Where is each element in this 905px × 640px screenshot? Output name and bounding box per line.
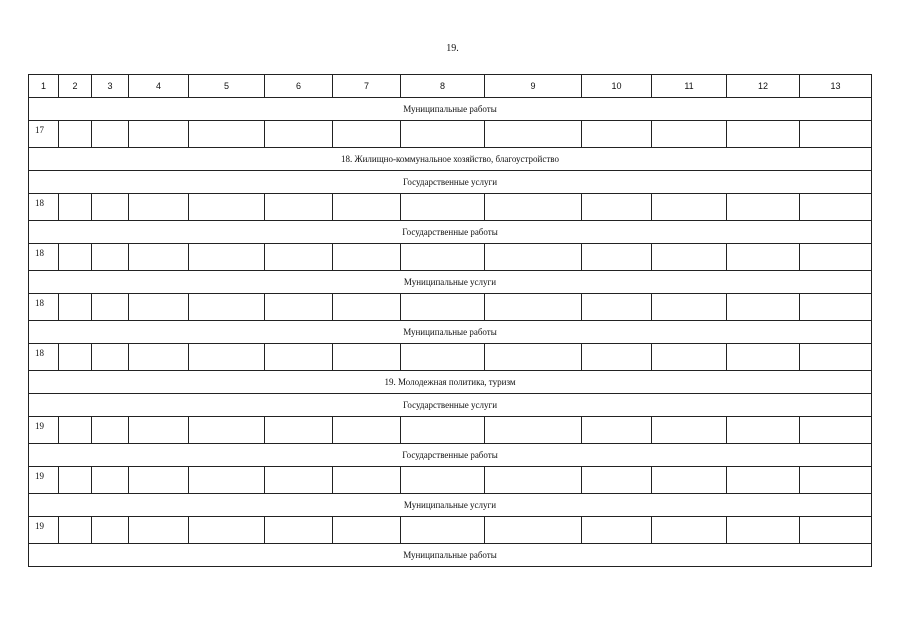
empty-cell: [485, 121, 582, 148]
section-row: [29, 171, 872, 194]
empty-cell: [189, 244, 265, 271]
empty-cell: [59, 194, 92, 221]
empty-cell: [92, 517, 129, 544]
empty-cell: [652, 121, 727, 148]
table-row: [29, 467, 872, 494]
section-row: [29, 371, 872, 394]
empty-cell: [333, 194, 401, 221]
column-header: 9: [485, 75, 582, 98]
row-number-cell: 18: [29, 344, 59, 371]
column-header: 4: [129, 75, 189, 98]
section-title: Государственные работы: [29, 444, 872, 467]
table-row: [29, 194, 872, 221]
section-title: Государственные работы: [29, 221, 872, 244]
empty-cell: [727, 294, 800, 321]
empty-cell: [652, 344, 727, 371]
empty-cell: [92, 121, 129, 148]
empty-cell: [129, 194, 189, 221]
empty-cell: [92, 344, 129, 371]
empty-cell: [92, 294, 129, 321]
empty-cell: [265, 467, 333, 494]
column-header: 2: [59, 75, 92, 98]
section-title: Государственные услуги: [29, 171, 872, 194]
row-number-cell: 18: [29, 294, 59, 321]
empty-cell: [401, 467, 485, 494]
section-row: [29, 544, 872, 567]
empty-cell: [727, 194, 800, 221]
empty-cell: [129, 294, 189, 321]
empty-cell: [582, 517, 652, 544]
empty-cell: [727, 467, 800, 494]
empty-cell: [727, 417, 800, 444]
column-header: 11: [652, 75, 727, 98]
empty-cell: [129, 467, 189, 494]
section-title: Муниципальные работы: [29, 544, 872, 567]
empty-cell: [129, 121, 189, 148]
empty-cell: [485, 194, 582, 221]
empty-cell: [333, 294, 401, 321]
empty-cell: [582, 244, 652, 271]
empty-cell: [189, 121, 265, 148]
empty-cell: [189, 194, 265, 221]
empty-cell: [652, 517, 727, 544]
section-row: [29, 444, 872, 467]
empty-cell: [582, 194, 652, 221]
empty-cell: [59, 417, 92, 444]
empty-cell: [727, 244, 800, 271]
row-number-cell: 19: [29, 517, 59, 544]
section-row: [29, 321, 872, 344]
section-row: [29, 148, 872, 171]
empty-cell: [333, 417, 401, 444]
empty-cell: [485, 517, 582, 544]
section-row: [29, 494, 872, 517]
empty-cell: [265, 194, 333, 221]
table-row: [29, 517, 872, 544]
empty-cell: [485, 294, 582, 321]
empty-cell: [582, 121, 652, 148]
empty-cell: [652, 194, 727, 221]
column-header: 5: [189, 75, 265, 98]
empty-cell: [401, 344, 485, 371]
column-header: 3: [92, 75, 129, 98]
empty-cell: [129, 344, 189, 371]
empty-cell: [582, 294, 652, 321]
empty-cell: [652, 294, 727, 321]
empty-cell: [189, 467, 265, 494]
empty-cell: [265, 244, 333, 271]
row-number-cell: 18: [29, 194, 59, 221]
empty-cell: [800, 121, 872, 148]
row-number-cell: 19: [29, 417, 59, 444]
empty-cell: [485, 244, 582, 271]
empty-cell: [652, 417, 727, 444]
section-title: Муниципальные услуги: [29, 271, 872, 294]
section-title: 19. Молодежная политика, туризм: [29, 371, 872, 394]
section-title: Муниципальные услуги: [29, 494, 872, 517]
column-header: 1: [29, 75, 59, 98]
header-row: [29, 75, 872, 98]
empty-cell: [129, 244, 189, 271]
report-table: [28, 74, 872, 567]
empty-cell: [265, 294, 333, 321]
empty-cell: [92, 244, 129, 271]
empty-cell: [189, 294, 265, 321]
empty-cell: [652, 467, 727, 494]
section-title: 18. Жилищно-коммунальное хозяйство, благоустройство: [29, 148, 872, 171]
section-row: [29, 221, 872, 244]
column-header: 6: [265, 75, 333, 98]
empty-cell: [265, 121, 333, 148]
empty-cell: [727, 121, 800, 148]
empty-cell: [800, 467, 872, 494]
empty-cell: [333, 467, 401, 494]
empty-cell: [800, 244, 872, 271]
empty-cell: [485, 417, 582, 444]
empty-cell: [727, 344, 800, 371]
empty-cell: [265, 417, 333, 444]
empty-cell: [59, 344, 92, 371]
empty-cell: [92, 417, 129, 444]
empty-cell: [129, 517, 189, 544]
section-title: Муниципальные работы: [29, 98, 872, 121]
empty-cell: [59, 121, 92, 148]
table-row: [29, 244, 872, 271]
section-row: [29, 394, 872, 417]
empty-cell: [652, 244, 727, 271]
column-header: 8: [401, 75, 485, 98]
row-number-cell: 19: [29, 467, 59, 494]
empty-cell: [485, 467, 582, 494]
empty-cell: [401, 294, 485, 321]
column-header: 12: [727, 75, 800, 98]
column-header: 7: [333, 75, 401, 98]
column-header: 13: [800, 75, 872, 98]
row-number-cell: 17: [29, 121, 59, 148]
section-row: [29, 98, 872, 121]
empty-cell: [59, 244, 92, 271]
empty-cell: [401, 244, 485, 271]
empty-cell: [265, 517, 333, 544]
empty-cell: [265, 344, 333, 371]
empty-cell: [401, 121, 485, 148]
empty-cell: [582, 417, 652, 444]
empty-cell: [92, 467, 129, 494]
empty-cell: [800, 194, 872, 221]
empty-cell: [333, 517, 401, 544]
section-title: Государственные услуги: [29, 394, 872, 417]
empty-cell: [727, 517, 800, 544]
empty-cell: [59, 294, 92, 321]
empty-cell: [485, 344, 582, 371]
empty-cell: [59, 467, 92, 494]
empty-cell: [800, 294, 872, 321]
table-row: [29, 294, 872, 321]
section-row: [29, 271, 872, 294]
empty-cell: [582, 344, 652, 371]
empty-cell: [129, 417, 189, 444]
empty-cell: [401, 417, 485, 444]
empty-cell: [189, 344, 265, 371]
section-title: Муниципальные работы: [29, 321, 872, 344]
empty-cell: [401, 517, 485, 544]
empty-cell: [800, 417, 872, 444]
empty-cell: [92, 194, 129, 221]
empty-cell: [582, 467, 652, 494]
table-row: [29, 417, 872, 444]
row-number-cell: 18: [29, 244, 59, 271]
empty-cell: [59, 517, 92, 544]
table-row: [29, 344, 872, 371]
table-row: [29, 121, 872, 148]
empty-cell: [189, 417, 265, 444]
empty-cell: [401, 194, 485, 221]
empty-cell: [333, 344, 401, 371]
empty-cell: [189, 517, 265, 544]
empty-cell: [333, 244, 401, 271]
page-number: 19.: [446, 43, 459, 54]
empty-cell: [800, 344, 872, 371]
empty-cell: [800, 517, 872, 544]
column-header: 10: [582, 75, 652, 98]
empty-cell: [333, 121, 401, 148]
